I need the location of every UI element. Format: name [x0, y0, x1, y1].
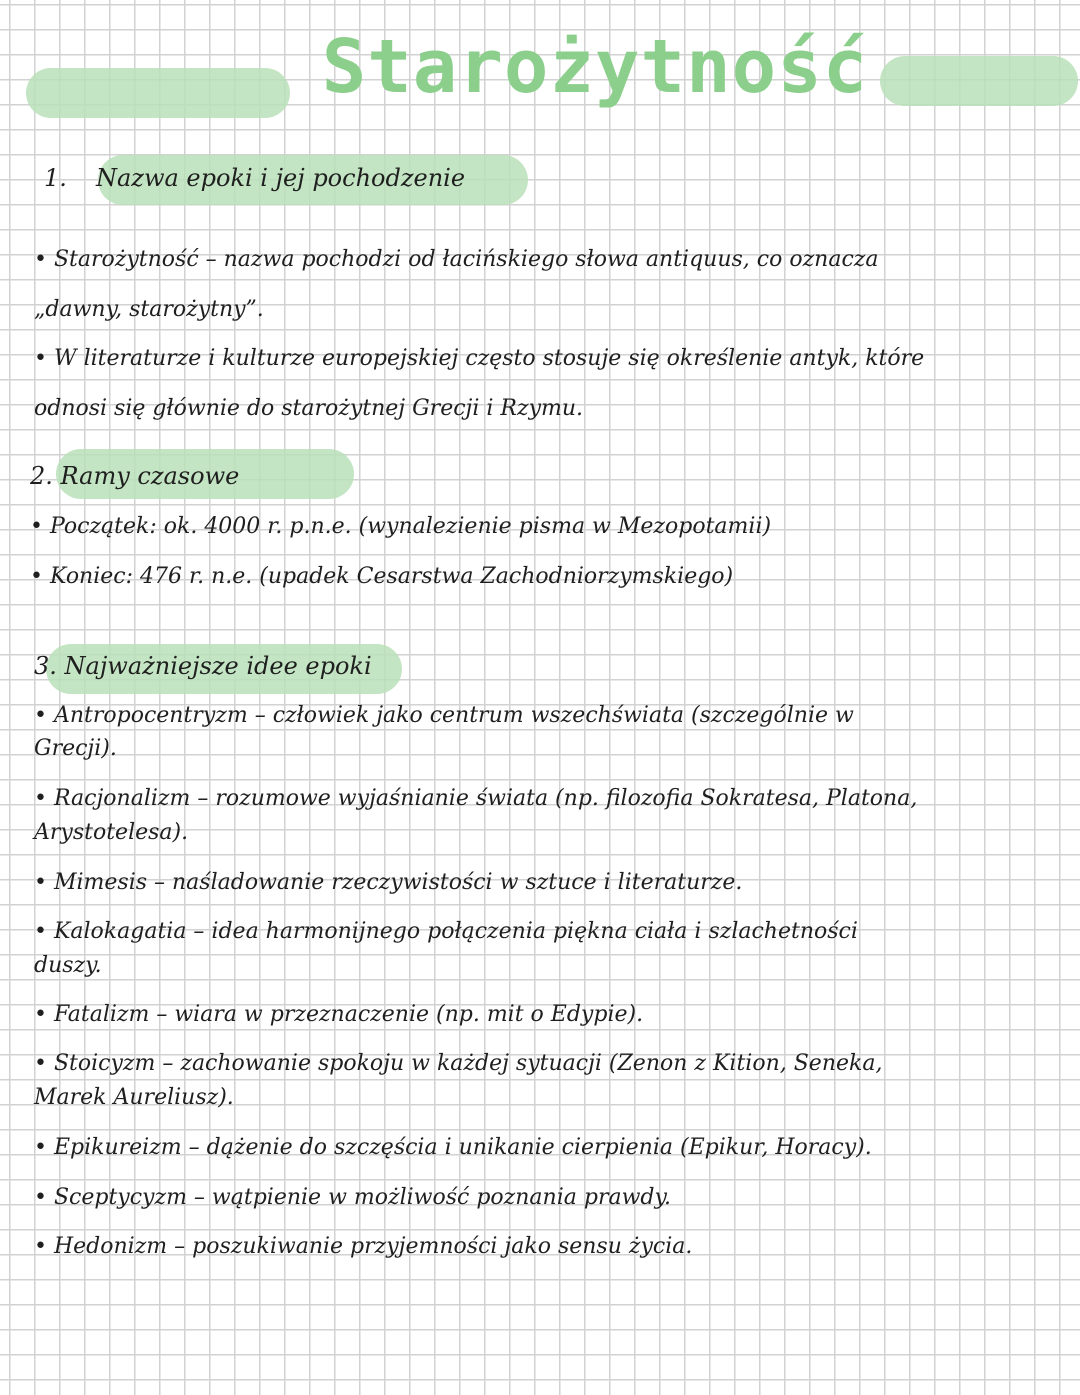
- idea-mimesis: • Mimesis – naśladowanie rzeczywistości w sztuce i literaturze.: [34, 870, 743, 895]
- idea-racjonalizm-line-2: Arystotelesa).: [34, 820, 189, 845]
- section-1-heading: Nazwa epoki i jej pochodzenie: [96, 164, 466, 192]
- title-highlight-left: [26, 68, 290, 118]
- section-1-paragraph-2-line-2: odnosi się głównie do starożytnej Grecji i Rzymu.: [34, 396, 584, 421]
- idea-racjonalizm-line-1: • Racjonalizm – rozumowe wyjaśnianie świata (np. filozofia Sokratesa, Platona,: [34, 786, 918, 811]
- idea-antropocentryzm-line-1: • Antropocentryzm – człowiek jako centrum wszechświata (szczególnie w: [34, 703, 854, 728]
- idea-hedonizm: • Hedonizm – poszukiwanie przyjemności jako sensu życia.: [34, 1234, 693, 1259]
- idea-stoicyzm-line-2: Marek Aureliusz).: [34, 1085, 234, 1110]
- page-title: Starożytność: [321, 24, 869, 110]
- section-2-start: • Początek: ok. 4000 r. p.n.e. (wynalezienie pisma w Mezopotamii): [30, 514, 772, 539]
- idea-antropocentryzm-line-2: Grecji).: [34, 736, 117, 761]
- section-1-paragraph-2-line-1: • W literaturze i kulturze europejskiej często stosuje się określenie antyk, które: [34, 346, 925, 371]
- title-highlight-right: [880, 56, 1078, 106]
- idea-kalokagatia-line-1: • Kalokagatia – idea harmonijnego połączenia piękna ciała i szlachetności: [34, 919, 858, 944]
- section-2-heading: 2. Ramy czasowe: [30, 462, 240, 490]
- idea-sceptycyzm: • Sceptycyzm – wątpienie w możliwość poznania prawdy.: [34, 1185, 671, 1210]
- idea-kalokagatia-line-2: duszy.: [34, 953, 102, 978]
- idea-stoicyzm-line-1: • Stoicyzm – zachowanie spokoju w każdej sytuacji (Zenon z Kition, Seneka,: [34, 1051, 883, 1076]
- section-1-paragraph-1-line-1: • Starożytność – nazwa pochodzi od łacińskiego słowa antiquus, co oznacza: [34, 247, 879, 272]
- section-3-heading: 3. Najważniejsze idee epoki: [34, 652, 372, 680]
- section-1-number: 1.: [44, 164, 67, 192]
- section-2-end: • Koniec: 476 r. n.e. (upadek Cesarstwa Zachodniorzymskiego): [30, 564, 734, 589]
- idea-epikureizm: • Epikureizm – dążenie do szczęścia i unikanie cierpienia (Epikur, Horacy).: [34, 1135, 872, 1160]
- section-1-paragraph-1-line-2: „dawny, starożytny”.: [34, 297, 264, 322]
- idea-fatalizm: • Fatalizm – wiara w przeznaczenie (np. mit o Edypie).: [34, 1002, 644, 1027]
